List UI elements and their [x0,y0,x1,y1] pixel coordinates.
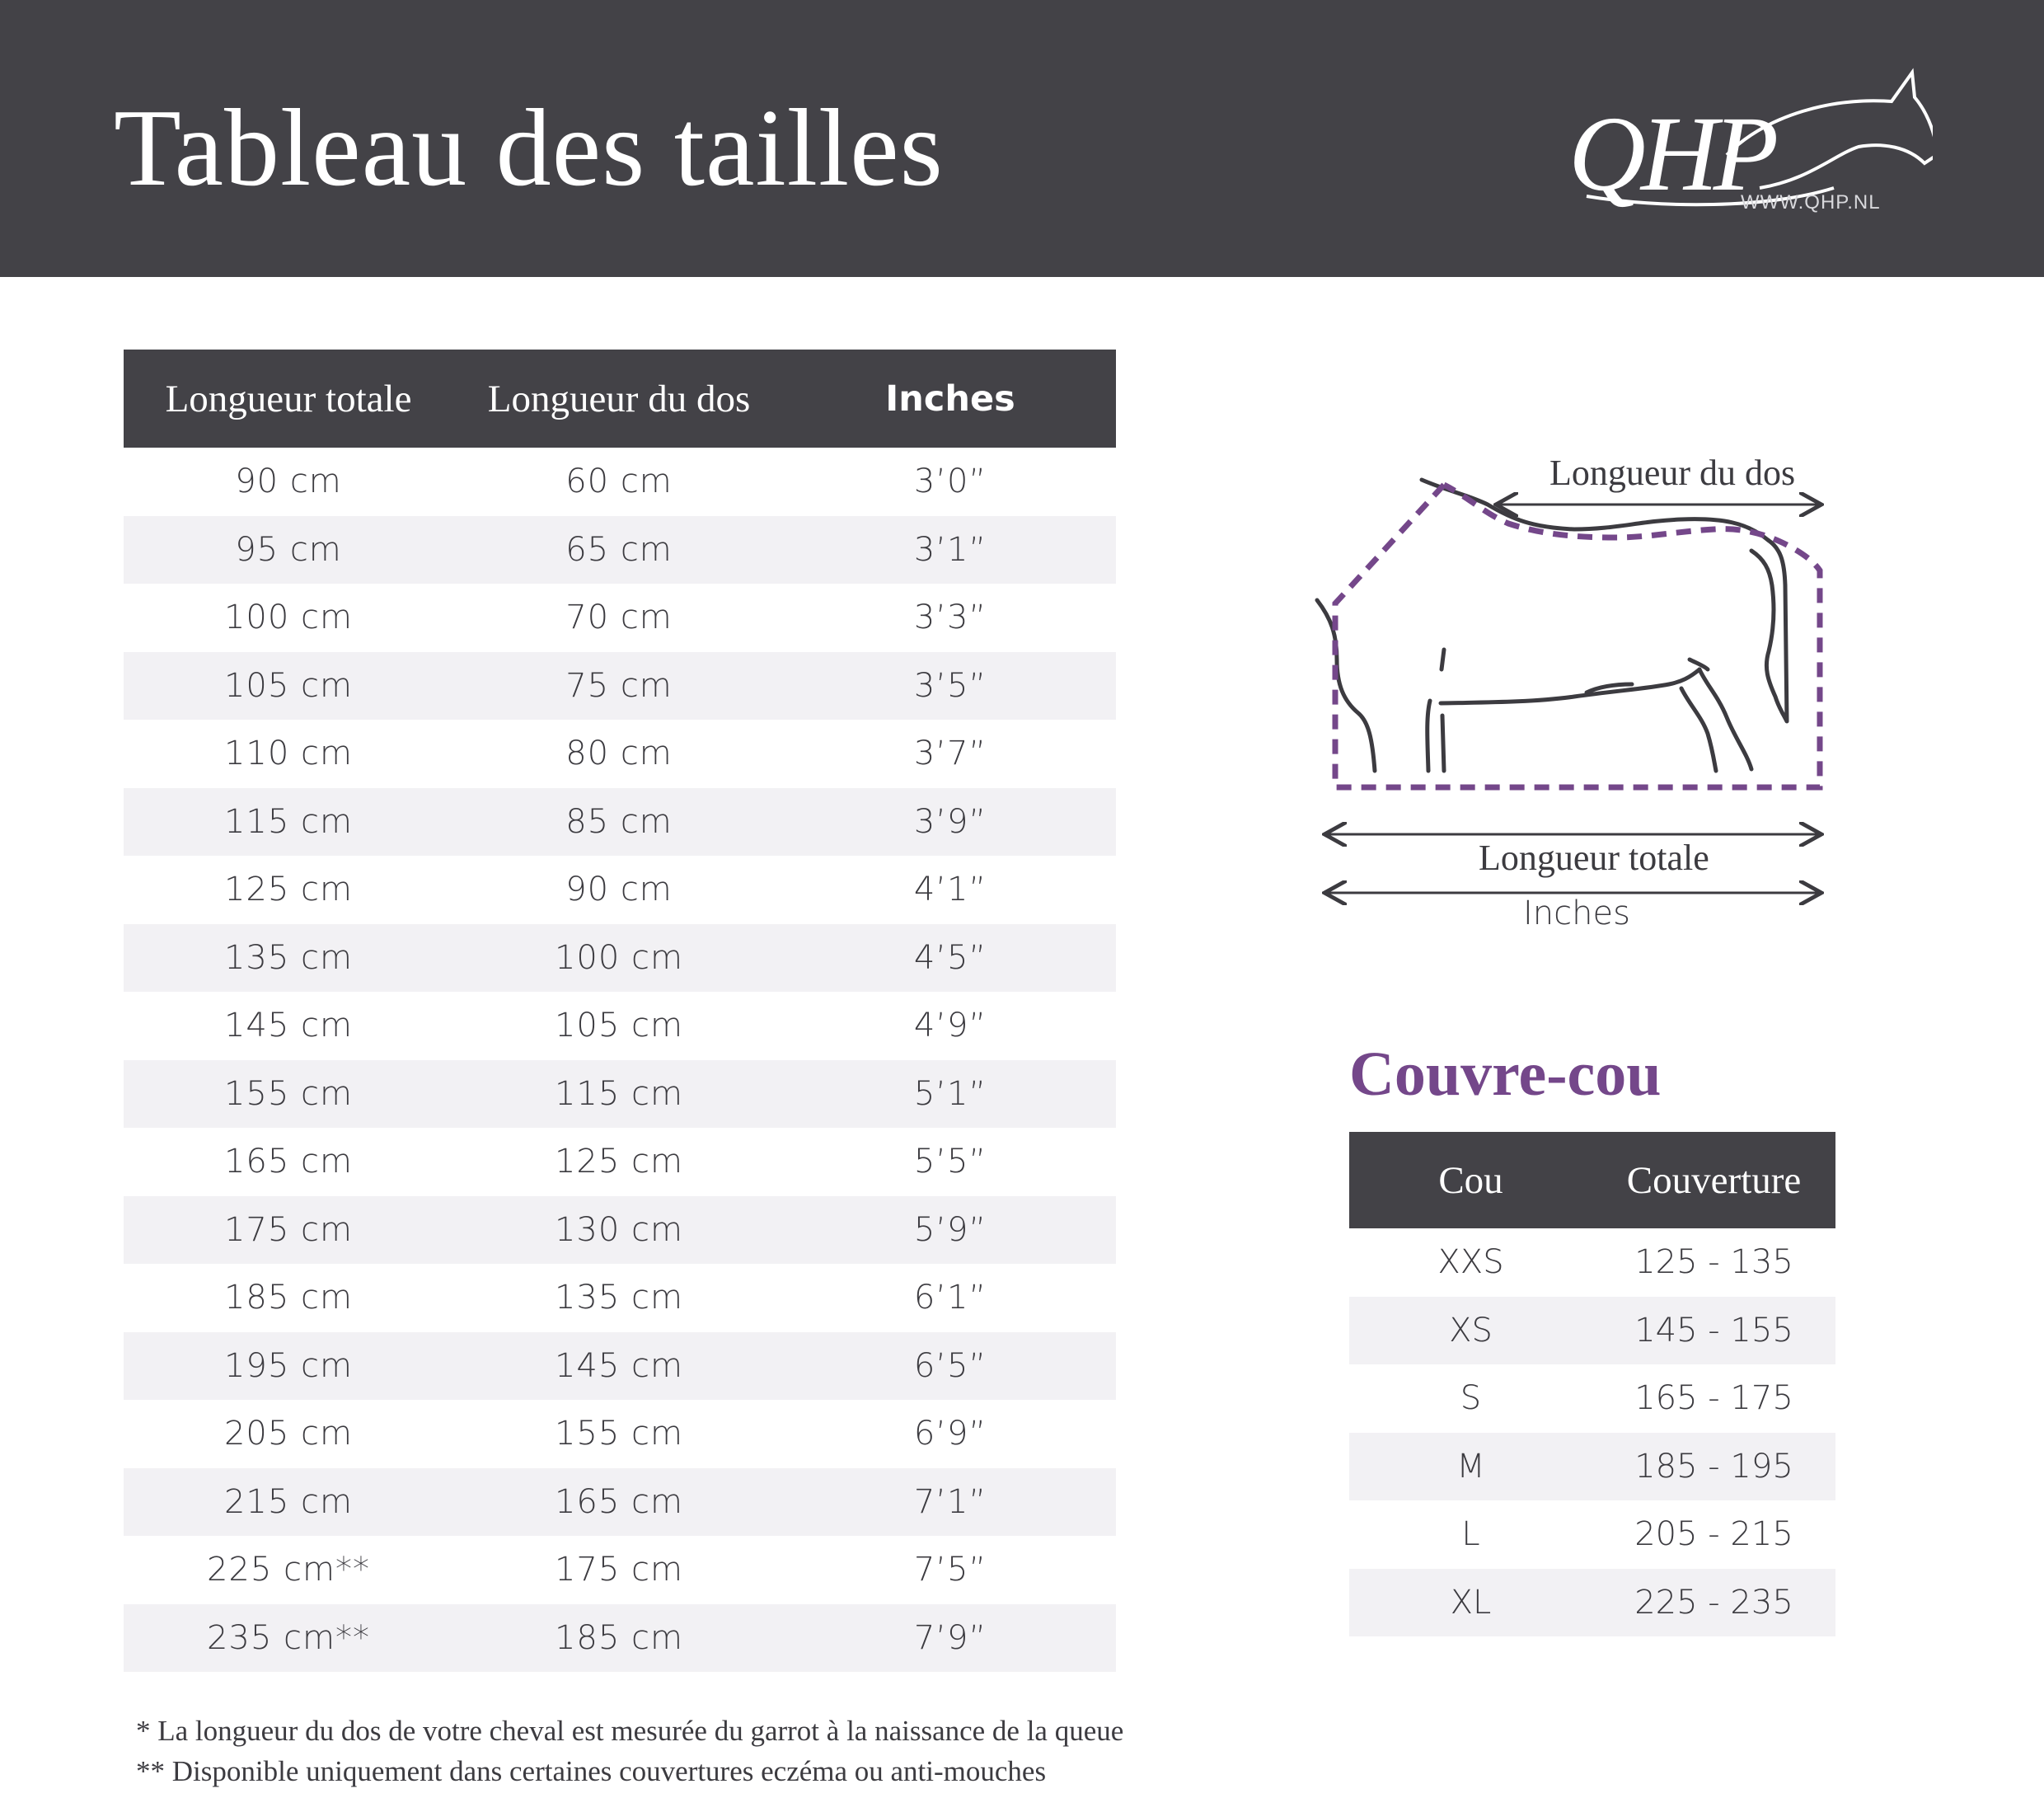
label-inches: Inches [1523,894,1630,932]
table-row [124,856,1116,924]
back-length-cell: 165 cm [554,1482,684,1521]
total-length-cell: 105 cm [223,666,354,705]
rug-range-cell: 185 - 195 [1634,1447,1793,1486]
table-row [124,1400,1116,1468]
neck-size-cell: XXS [1437,1243,1504,1282]
inches-cell: 7’9” [913,1618,987,1657]
inches-cell: 3’0” [913,462,987,501]
table-row [124,1536,1116,1604]
rug-range-cell: 145 - 155 [1634,1311,1793,1350]
couvre-cou-header [1349,1132,1835,1228]
table-row [124,652,1116,721]
total-length-cell: 205 cm [223,1415,354,1453]
table-row [1349,1500,1835,1569]
neck-size-cell: XS [1449,1311,1493,1350]
inches-cell: 3’9” [913,802,987,841]
inches-cell: 5’1” [913,1074,987,1113]
page-title: Tableau des tailles [114,87,944,209]
total-length-cell: 215 cm [223,1482,354,1521]
size-table-header [124,350,1116,448]
total-length-cell: 135 cm [223,938,354,977]
back-length-cell: 65 cm [565,530,673,569]
total-length-cell: 125 cm [223,871,354,909]
inches-cell: 4’9” [913,1007,987,1045]
total-length-cell: 225 cm** [206,1551,371,1589]
header-neck: Cou [1438,1158,1503,1202]
label-back-length: Longueur du dos [1549,453,1796,493]
neck-size-cell: XL [1450,1583,1492,1622]
horse-outline-icon [1317,480,1787,771]
size-table [124,350,1116,1672]
couvre-cou-table [1349,1132,1835,1636]
back-length-cell: 90 cm [565,871,673,909]
inches-cell: 3’1” [913,530,987,569]
table-row [124,1060,1116,1129]
page-header [0,0,2044,277]
footnotes [136,1711,1123,1791]
rug-range-cell: 225 - 235 [1634,1583,1793,1622]
inches-cell: 6’9” [913,1415,987,1453]
inches-cell: 3’3” [913,599,987,637]
table-row [124,924,1116,993]
total-length-cell: 185 cm [223,1279,354,1317]
inches-cell: 5’5” [913,1143,987,1181]
total-length-cell: 145 cm [223,1007,354,1045]
neck-size-cell: S [1460,1379,1482,1418]
total-length-cell: 90 cm [235,462,342,501]
table-row [1349,1569,1835,1637]
inches-cell: 6’1” [913,1279,987,1317]
back-length-cell: 60 cm [565,462,673,501]
logo-url: WWW.QHP.NL [1741,191,1881,214]
rug-range-cell: 205 - 215 [1634,1515,1793,1554]
table-row [1349,1228,1835,1297]
total-length-cell: 235 cm** [206,1618,371,1657]
inches-cell: 7’1” [913,1482,987,1521]
header-rug: Couverture [1626,1158,1802,1202]
inches-cell: 5’9” [913,1210,987,1249]
table-row [124,1332,1116,1401]
table-row [124,516,1116,584]
table-row [124,992,1116,1060]
back-length-cell: 75 cm [565,666,673,705]
inches-cell: 3’5” [913,666,987,705]
back-length-cell: 185 cm [554,1618,684,1657]
back-length-cell: 135 cm [554,1279,684,1317]
inches-cell: 4’5” [913,938,987,977]
back-length-cell: 130 cm [554,1210,684,1249]
back-length-cell: 80 cm [565,735,673,773]
rug-range-cell: 125 - 135 [1634,1243,1793,1282]
total-length-cell: 95 cm [235,530,342,569]
label-total-length: Longueur totale [1479,838,1709,878]
header-total-length: Longueur totale [165,377,412,420]
table-row [124,1264,1116,1332]
logo-wordmark: QHP [1568,95,1774,214]
table-row [124,1196,1116,1265]
back-length-cell: 155 cm [554,1415,684,1453]
total-length-cell: 175 cm [223,1210,354,1249]
table-row [124,720,1116,788]
total-length-cell: 115 cm [223,802,354,841]
back-length-cell: 100 cm [554,938,684,977]
rug-range-cell: 165 - 175 [1634,1379,1793,1418]
couvre-cou-title: Couvre-cou [1349,1040,1662,1109]
table-row [124,448,1116,516]
table-row [124,584,1116,652]
back-length-cell: 115 cm [554,1074,684,1113]
header-back-length: Longueur du dos [487,377,751,420]
table-row [1349,1433,1835,1501]
total-length-cell: 110 cm [223,735,354,773]
neck-size-cell: M [1456,1447,1485,1486]
back-length-cell: 105 cm [554,1007,684,1045]
footnote-back-length: * La longueur du dos de votre cheval est mesurée du garrot à la naissance de la queue [136,1715,1124,1747]
back-length-cell: 145 cm [554,1346,684,1385]
table-row [124,788,1116,857]
inches-cell: 7’5” [913,1551,987,1589]
table-row [1349,1297,1835,1365]
table-row [124,1128,1116,1196]
total-length-cell: 155 cm [223,1074,354,1113]
total-length-cell: 195 cm [223,1346,354,1385]
table-row [124,1468,1116,1537]
back-length-cell: 85 cm [565,802,673,841]
table-row [1349,1364,1835,1433]
footnote-availability: ** Disponible uniquement dans certaines couvertures eczéma ou anti-mouches [136,1755,1047,1787]
back-length-cell: 125 cm [554,1143,684,1181]
total-length-cell: 165 cm [223,1143,354,1181]
neck-size-cell: L [1461,1515,1480,1554]
inches-cell: 4’1” [913,871,987,909]
table-row [124,1604,1116,1673]
inches-cell: 6’5” [913,1346,987,1385]
inches-cell: 3’7” [913,735,987,773]
back-length-cell: 70 cm [565,599,673,637]
header-inches: Inches [885,378,1015,420]
back-length-cell: 175 cm [554,1551,684,1589]
total-length-cell: 100 cm [223,599,354,637]
